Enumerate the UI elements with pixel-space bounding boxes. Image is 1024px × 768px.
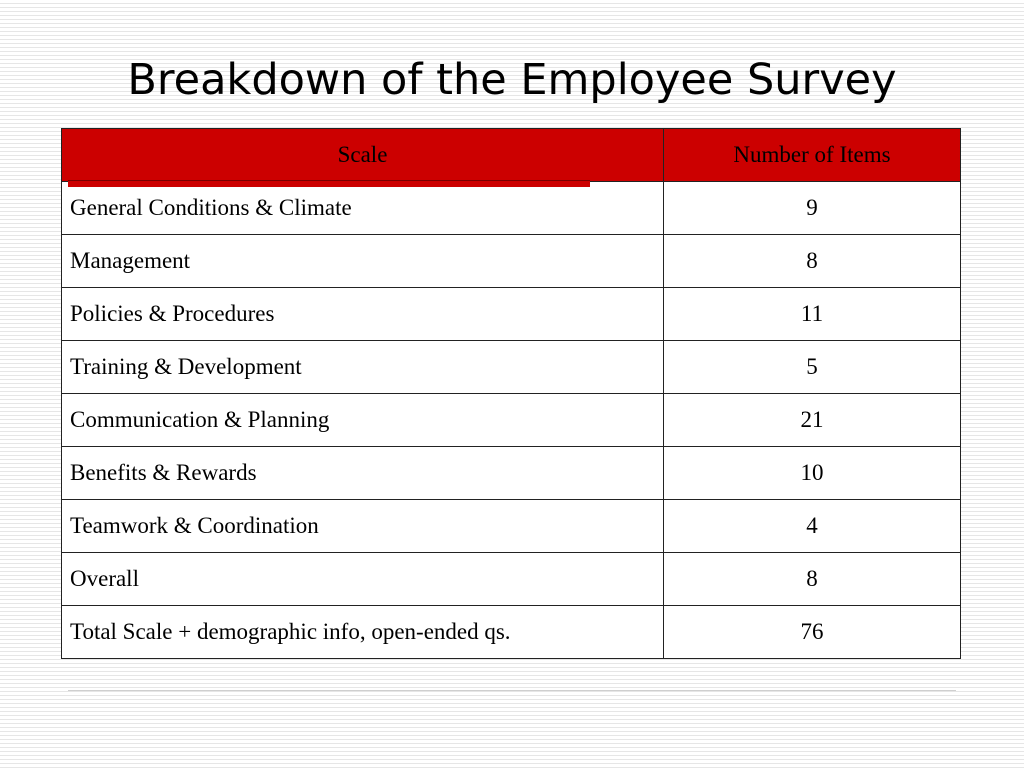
scale-cell: Benefits & Rewards xyxy=(62,447,664,500)
slide-title: Breakdown of the Employee Survey xyxy=(127,55,897,105)
items-cell: 4 xyxy=(664,500,961,553)
table-row xyxy=(62,447,961,500)
items-cell: 21 xyxy=(664,394,961,447)
table-row-total xyxy=(62,606,961,659)
scale-cell: Training & Development xyxy=(62,341,664,394)
footer-divider xyxy=(68,690,956,691)
table-row xyxy=(62,235,961,288)
items-cell: 11 xyxy=(664,288,961,341)
table-row xyxy=(62,500,961,553)
table-row xyxy=(62,553,961,606)
scale-cell: General Conditions & Climate xyxy=(62,182,664,235)
scale-cell: Overall xyxy=(62,553,664,606)
scale-cell: Teamwork & Coordination xyxy=(62,500,664,553)
header-accent-bar xyxy=(68,180,590,187)
items-cell: 9 xyxy=(664,182,961,235)
table-row xyxy=(62,288,961,341)
table-row xyxy=(62,182,961,235)
header-scale xyxy=(62,129,664,182)
items-cell: 10 xyxy=(664,447,961,500)
table-row xyxy=(62,341,961,394)
scale-cell: Total Scale + demographic info, open-ended qs. xyxy=(62,606,664,659)
items-cell: 8 xyxy=(664,235,961,288)
table-header-row xyxy=(62,129,961,182)
scale-cell: Policies & Procedures xyxy=(62,288,664,341)
scale-cell: Management xyxy=(62,235,664,288)
survey-breakdown-table xyxy=(61,128,961,659)
header-number-of-items: Number of Items xyxy=(664,129,961,182)
header-scale-label: Scale xyxy=(337,142,388,167)
table-row xyxy=(62,394,961,447)
scale-cell: Communication & Planning xyxy=(62,394,664,447)
items-cell: 8 xyxy=(664,553,961,606)
items-cell: 76 xyxy=(664,606,961,659)
items-cell: 5 xyxy=(664,341,961,394)
